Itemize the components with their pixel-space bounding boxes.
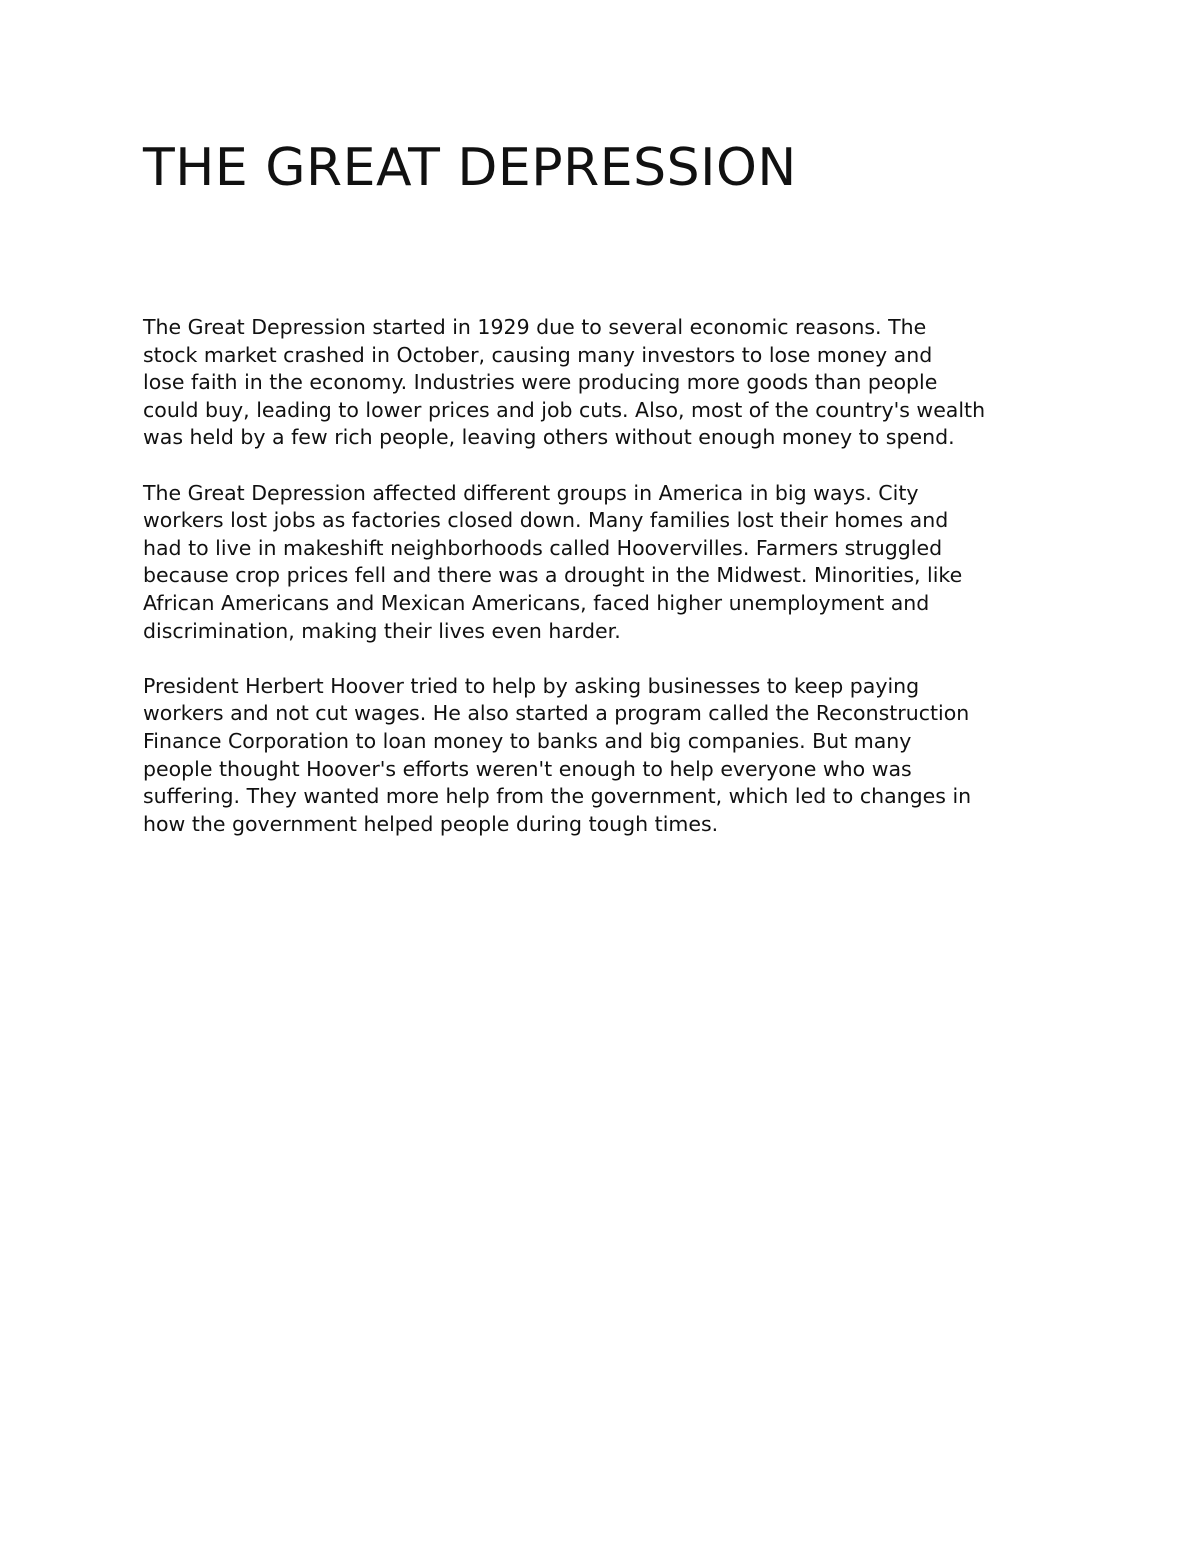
text-line: suffering. They wanted more help from the government, which led to changes in (143, 784, 972, 809)
text-line: Finance Corporation to loan money to banks and big companies. But many (143, 728, 912, 753)
text-line: was held by a few rich people, leaving others without enough money to spend. (143, 425, 955, 450)
text-line: had to live in makeshift neighborhoods called Hoovervilles. Farmers struggled (143, 535, 943, 560)
paragraph-effects (143, 480, 1078, 646)
text-line: because crop prices fell and there was a drought in the Midwest. Minorities, like (143, 563, 963, 588)
text-line: The Great Depression affected different groups in America in big ways. City (143, 480, 919, 505)
page-title: THE GREAT DEPRESSION (143, 138, 797, 198)
paragraph-causes (143, 314, 1078, 452)
text-line: stock market crashed in October, causing many investors to lose money and (143, 342, 933, 367)
document-body (143, 314, 1078, 866)
text-line: discrimination, making their lives even harder. (143, 618, 621, 643)
text-line: African Americans and Mexican Americans, faced higher unemployment and (143, 590, 930, 615)
text-line: could buy, leading to lower prices and job cuts. Also, most of the country's wealth (143, 397, 986, 422)
text-line: how the government helped people during tough times. (143, 811, 719, 836)
text-line: workers lost jobs as factories closed down. Many families lost their homes and (143, 508, 949, 533)
paragraph-hoover-response (143, 673, 1078, 839)
text-line: The Great Depression started in 1929 due to several economic reasons. The (143, 315, 927, 339)
text-line: workers and not cut wages. He also started a program called the Reconstruction (143, 701, 970, 726)
text-line: people thought Hoover's efforts weren't enough to help everyone who was (143, 756, 912, 781)
text-line: President Herbert Hoover tried to help by asking businesses to keep paying (143, 673, 920, 698)
text-line: lose faith in the economy. Industries were producing more goods than people (143, 370, 938, 395)
